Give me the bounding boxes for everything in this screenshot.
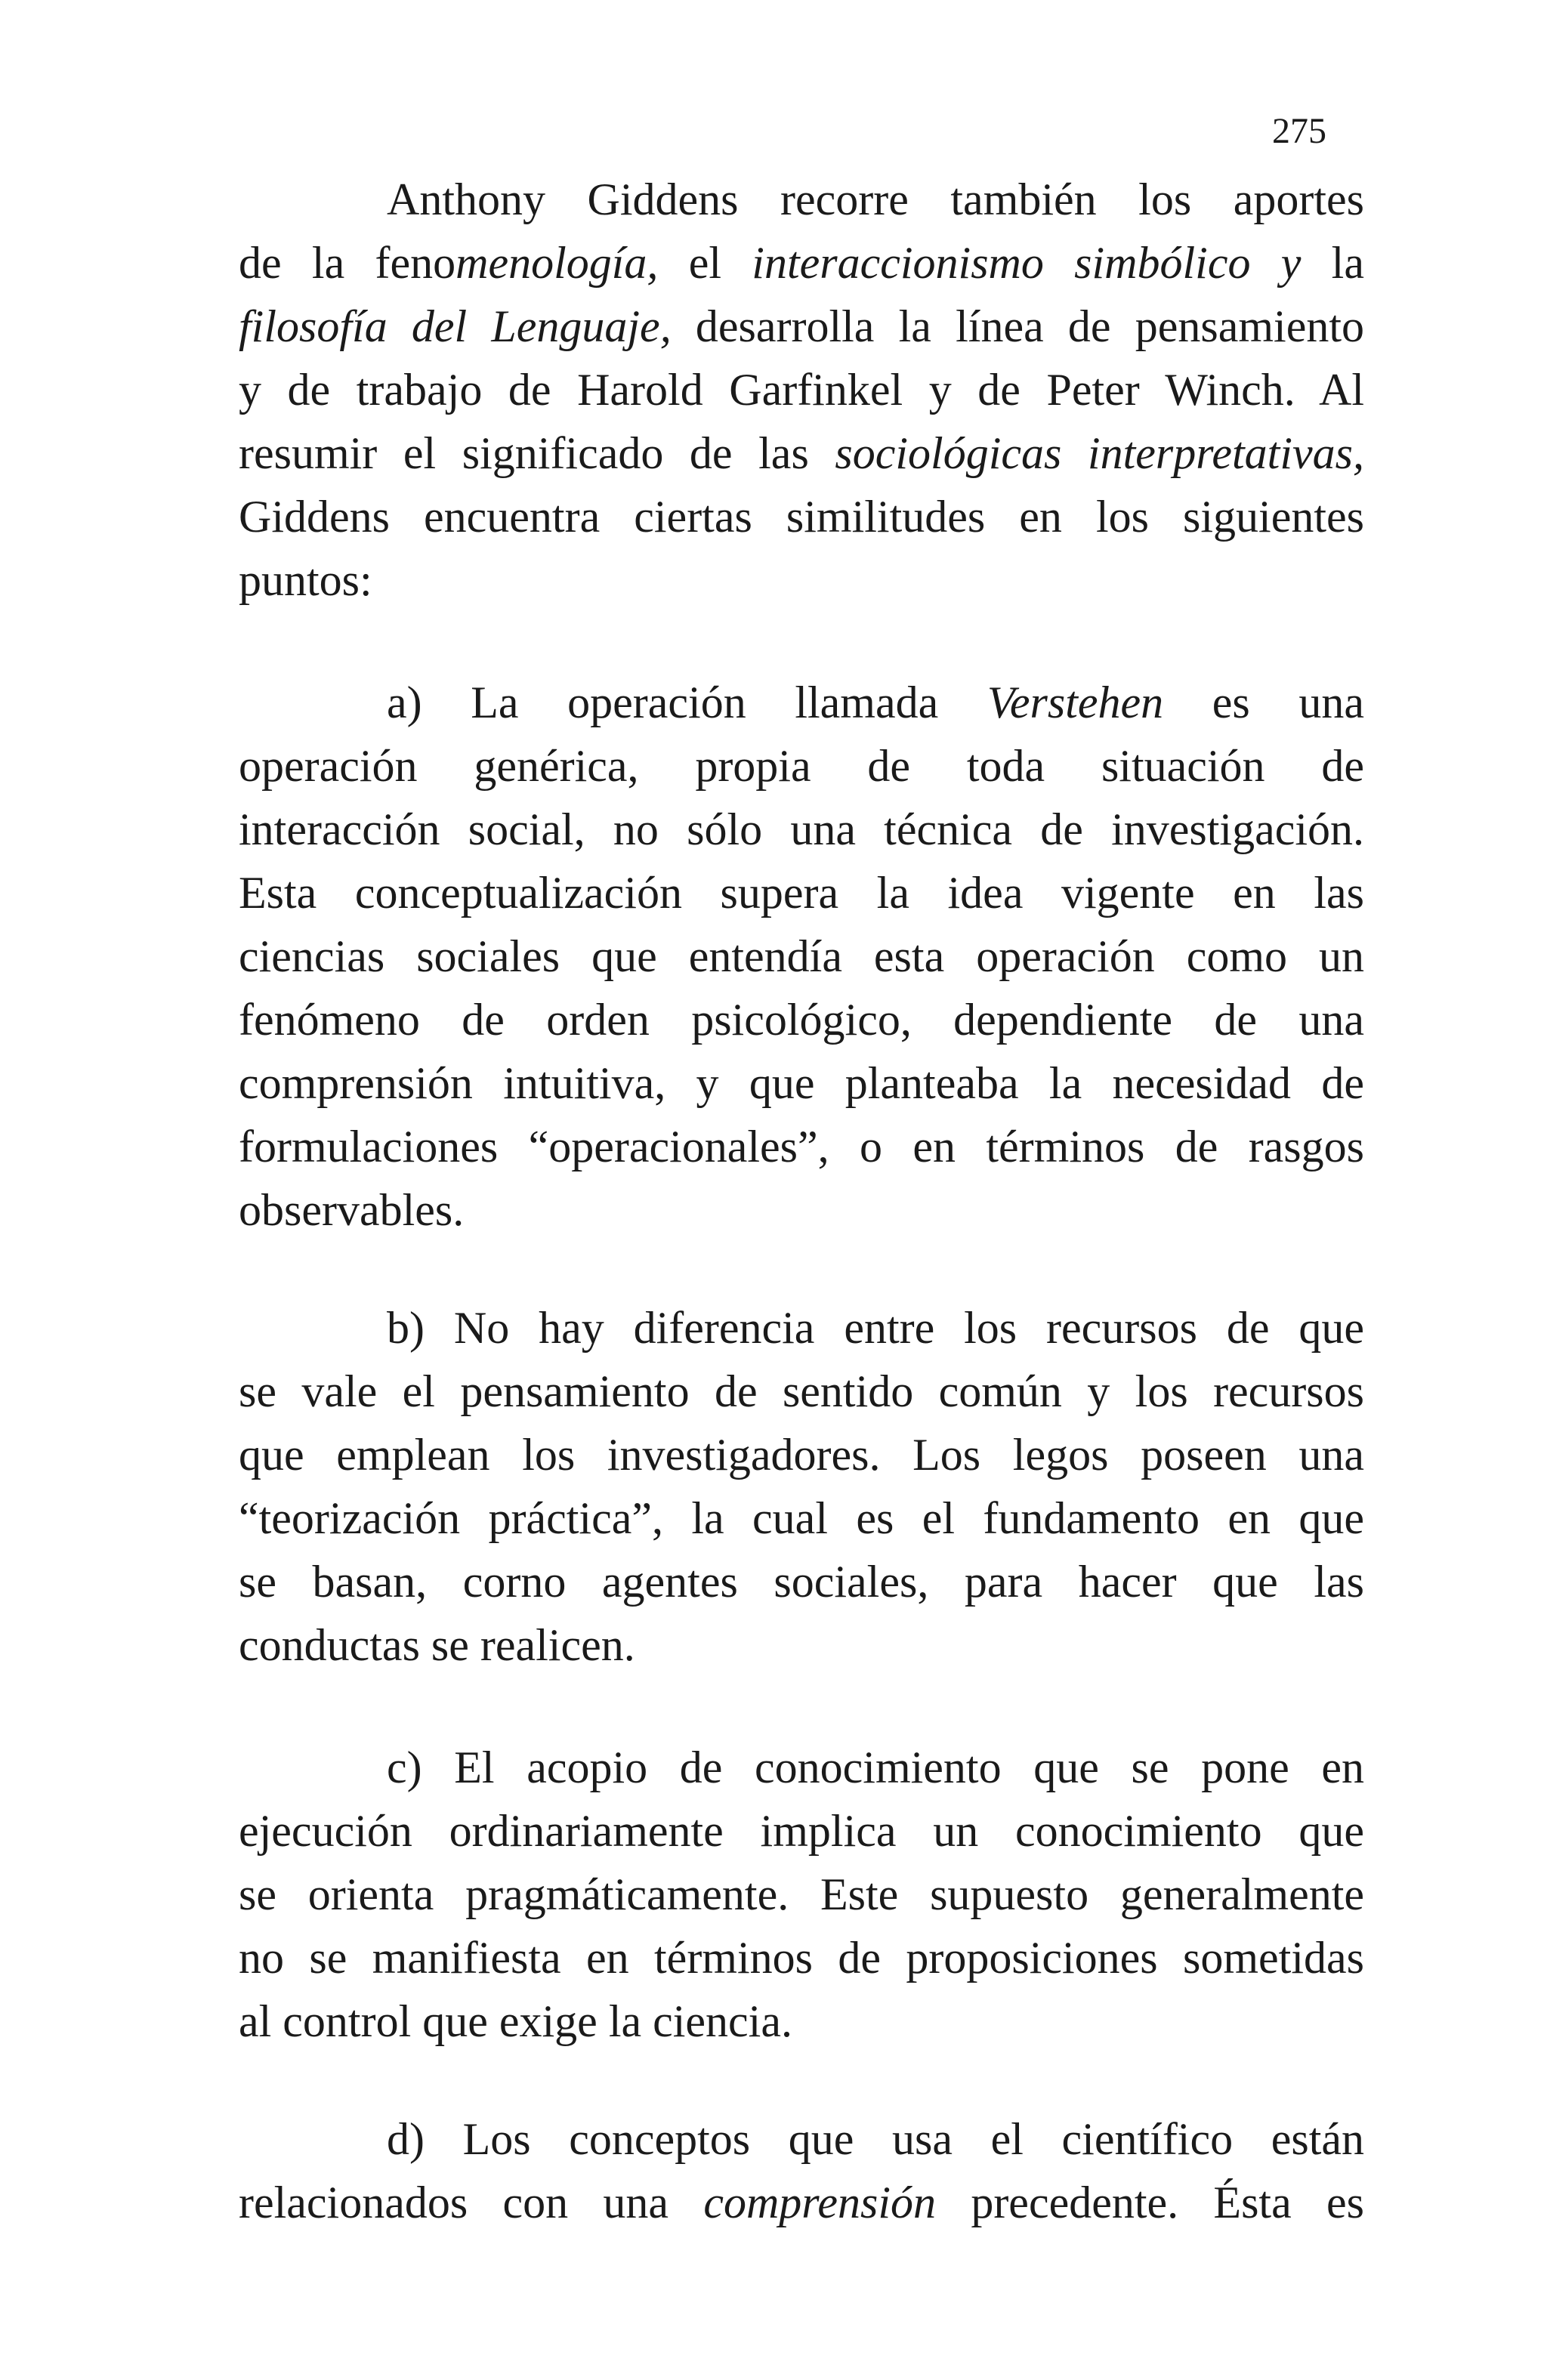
text-run: interacción social, no sólo una técnica de investigación. bbox=[239, 804, 1364, 854]
text-line bbox=[239, 1296, 1364, 1360]
paragraph-gap bbox=[239, 2053, 1364, 2107]
text-line bbox=[239, 1115, 1364, 1178]
text-run: el bbox=[658, 238, 752, 288]
text-run: formulaciones “operacionales”, o en términos de rasgos bbox=[239, 1122, 1364, 1171]
text-line bbox=[239, 231, 1364, 295]
text-line bbox=[239, 861, 1364, 925]
paragraph-gap bbox=[239, 612, 1364, 671]
text-run: Anthony Giddens recorre también los aportes bbox=[387, 174, 1364, 224]
text-run: comprensión intuitiva, y que planteaba la necesidad de bbox=[239, 1058, 1364, 1108]
text-run: se orienta pragmáticamente. Este supuesto generalmente bbox=[239, 1869, 1364, 1919]
text-run: b) No hay diferencia entre los recursos de que bbox=[387, 1303, 1364, 1353]
text-line bbox=[239, 1486, 1364, 1550]
text-line bbox=[239, 1423, 1364, 1486]
text-run: la bbox=[1301, 238, 1364, 288]
text-run: se basan, corno agentes sociales, para hacer que las bbox=[239, 1557, 1364, 1607]
body-text bbox=[239, 168, 1364, 2234]
text-run: observables. bbox=[239, 1185, 465, 1235]
text-line bbox=[239, 671, 1364, 734]
text-run: a) La operación llamada bbox=[387, 678, 987, 727]
text-line bbox=[239, 1613, 1364, 1677]
text-line bbox=[239, 1990, 1364, 2053]
text-line bbox=[239, 734, 1364, 798]
text-line bbox=[239, 168, 1364, 231]
paragraph-point-c bbox=[239, 1736, 1364, 2053]
text-run: puntos: bbox=[239, 555, 372, 605]
text-line bbox=[239, 1926, 1364, 1990]
paragraph-point-d bbox=[239, 2107, 1364, 2234]
text-run: ciencias sociales que entendía esta operación como un bbox=[239, 931, 1364, 981]
text-run: relacionados con una bbox=[239, 2178, 704, 2227]
italic-text: sociológicas interpretativas, bbox=[835, 428, 1364, 478]
text-run: es una bbox=[1163, 678, 1364, 727]
text-run: Esta conceptualización supera la idea vigente en las bbox=[239, 868, 1364, 918]
text-run: ejecución ordinariamente implica un conocimiento que bbox=[239, 1806, 1364, 1856]
text-run: no se manifiesta en términos de proposiciones sometidas bbox=[239, 1933, 1364, 1983]
paragraph-intro bbox=[239, 168, 1364, 612]
text-run: d) Los conceptos que usa el científico están bbox=[387, 2114, 1364, 2164]
text-run: desarrolla la línea de pensamiento bbox=[671, 301, 1365, 351]
text-run: resumir el significado de las bbox=[239, 428, 835, 478]
text-line bbox=[239, 358, 1364, 421]
text-run: se vale el pensamiento de sentido común y los recursos bbox=[239, 1366, 1364, 1416]
text-run: de la feno bbox=[239, 238, 456, 288]
text-line bbox=[239, 925, 1364, 988]
text-line bbox=[239, 988, 1364, 1051]
text-line bbox=[239, 295, 1364, 358]
text-run: Giddens encuentra ciertas similitudes en los siguientes bbox=[239, 492, 1364, 542]
text-run: precedente. Ésta es bbox=[936, 2178, 1364, 2227]
text-line bbox=[239, 1051, 1364, 1115]
text-line bbox=[239, 1178, 1364, 1242]
text-line bbox=[239, 798, 1364, 861]
italic-text: interaccionismo simbólico y bbox=[752, 238, 1302, 288]
paragraph-gap bbox=[239, 1242, 1364, 1296]
text-line bbox=[239, 1863, 1364, 1926]
text-run: al control que exige la ciencia. bbox=[239, 1996, 792, 2046]
text-line bbox=[239, 485, 1364, 548]
text-run: “teorización práctica”, la cual es el fundamento en que bbox=[239, 1493, 1364, 1543]
text-line bbox=[239, 548, 1364, 612]
italic-text: Verstehen bbox=[987, 678, 1164, 727]
text-line bbox=[239, 1550, 1364, 1613]
text-line bbox=[239, 421, 1364, 485]
paragraph-point-b bbox=[239, 1296, 1364, 1677]
text-run: y de trabajo de Harold Garfinkel y de Peter Winch. Al bbox=[239, 365, 1364, 415]
text-run: conductas se realicen. bbox=[239, 1620, 635, 1670]
paragraph-gap bbox=[239, 1677, 1364, 1736]
italic-text: filosofía del Lenguaje, bbox=[239, 301, 672, 351]
text-run: que emplean los investigadores. Los legos poseen una bbox=[239, 1430, 1364, 1480]
text-run: fenómeno de orden psicológico, dependiente de una bbox=[239, 995, 1364, 1045]
text-line bbox=[239, 1736, 1364, 1799]
text-run: c) El acopio de conocimiento que se pone en bbox=[387, 1743, 1364, 1792]
paragraph-point-a bbox=[239, 671, 1364, 1242]
text-line bbox=[239, 1360, 1364, 1423]
text-run: operación genérica, propia de toda situación de bbox=[239, 741, 1364, 791]
italic-text: comprensión bbox=[703, 2178, 937, 2227]
text-line bbox=[239, 1799, 1364, 1863]
italic-text: menología, bbox=[455, 238, 659, 288]
text-line bbox=[239, 2107, 1364, 2171]
text-line bbox=[239, 2171, 1364, 2234]
page-number: 275 bbox=[1272, 111, 1326, 151]
